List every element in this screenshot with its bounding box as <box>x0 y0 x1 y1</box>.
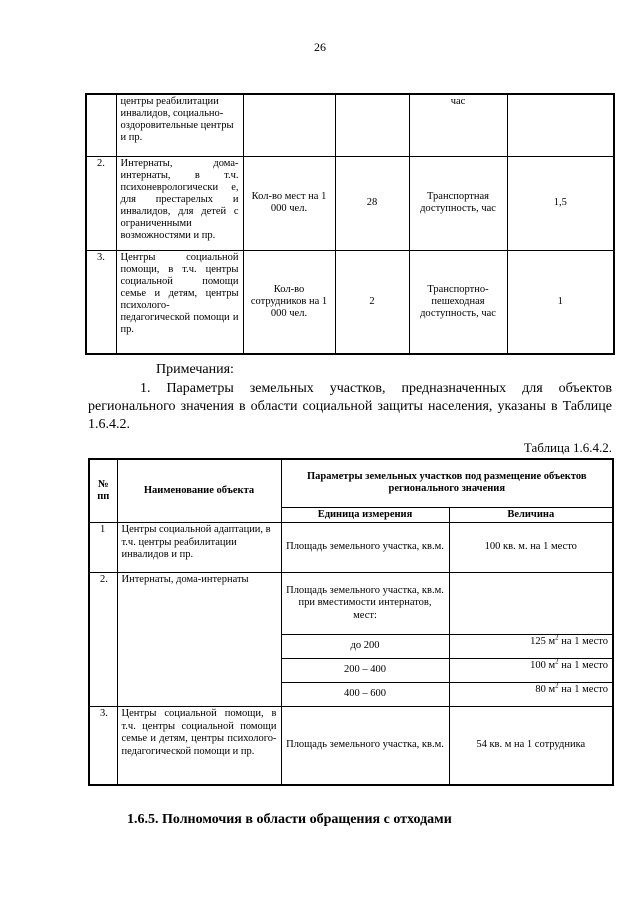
value-cell <box>449 659 613 683</box>
header-unit: Единица измерения <box>281 507 449 523</box>
land-parameters-table <box>88 458 614 786</box>
capacity-range-cell: 400 – 600 <box>281 683 449 707</box>
value-cell <box>449 635 613 659</box>
value-text: 125 м <box>530 636 556 647</box>
section-heading: 1.6.5. Полномочия в области обращения с отходами <box>127 812 452 827</box>
value-text: на 1 место <box>558 636 609 647</box>
facility-name: Центры социальной помощи, в т.ч. центры социальной помощи семье и детям, центры психолого-педагогической помощи и пр. <box>116 250 243 354</box>
unit-cell: Площадь земельного участка, кв.м. <box>281 707 449 785</box>
unit-cell: Кол-во сотрудников на 1 000 чел. <box>243 250 335 354</box>
header-name: Наименование объекта <box>117 459 281 523</box>
accessibility-value-cell: 1,5 <box>507 156 614 250</box>
row-number <box>86 94 116 156</box>
facility-name: Центры социальной адаптации, в т.ч. центры реабилитации инвалидов и пр. <box>117 523 281 573</box>
row-number: 3. <box>89 707 117 785</box>
accessibility-cell: Транспортно-пешеходная доступность, час <box>409 250 507 354</box>
value-cell <box>449 683 613 707</box>
table-row <box>89 573 613 635</box>
facility-name: центры реабилитации инвалидов, социально-оздоровительные центры и пр. <box>116 94 243 156</box>
table-row <box>86 250 614 354</box>
row-number: 2. <box>89 573 117 707</box>
accessibility-cell: час <box>409 94 507 156</box>
unit-cell <box>243 94 335 156</box>
unit-cell: Площадь земельного участка, кв.м. <box>281 523 449 573</box>
value-cell: 2 <box>335 250 409 354</box>
table-header-row <box>89 459 613 507</box>
value-text: 80 м <box>535 684 556 695</box>
facility-name: Интернаты, дома-интернаты <box>117 573 281 707</box>
accessibility-value-cell <box>507 94 614 156</box>
value-text: 100 м <box>530 660 556 671</box>
unit-superscript: 2 <box>555 681 559 690</box>
accessibility-cell: Транспортная доступность, час <box>409 156 507 250</box>
unit-superscript: 2 <box>555 633 559 642</box>
notes-text: 1. Параметры земельных участков, предназначенных для объектов регионального значения в области социальной защиты населения, указаны в Таблице 1.6.4.2. <box>88 381 612 432</box>
unit-cell: Кол-во мест на 1 000 чел. <box>243 156 335 250</box>
value-cell <box>449 573 613 635</box>
unit-cell: Площадь земельного участка, кв.м. при вместимости интернатов, мест: <box>281 573 449 635</box>
table-row <box>89 523 613 573</box>
value-cell <box>335 94 409 156</box>
value-text: на 1 место <box>558 660 609 671</box>
facility-name: Интернаты, дома-интернаты, в т.ч. психоневрологически е, для престарелых и инвалидов, для детей с ограниченными возможностями и пр. <box>116 156 243 250</box>
header-number: № пп <box>89 459 117 523</box>
unit-superscript: 2 <box>555 657 559 666</box>
row-number: 2. <box>86 156 116 250</box>
facilities-table-continuation <box>85 93 615 355</box>
header-value: Величина <box>449 507 613 523</box>
table-caption: Таблица 1.6.4.2. <box>523 440 612 455</box>
row-number: 1 <box>89 523 117 573</box>
row-number: 3. <box>86 250 116 354</box>
page-number: 26 <box>314 40 326 54</box>
capacity-range-cell: до 200 <box>281 635 449 659</box>
accessibility-value-cell: 1 <box>507 250 614 354</box>
value-cell: 28 <box>335 156 409 250</box>
table-row <box>86 94 614 156</box>
capacity-range-cell: 200 – 400 <box>281 659 449 683</box>
notes-title: Примечания: <box>156 362 234 377</box>
table-row <box>89 707 613 785</box>
table-row <box>86 156 614 250</box>
facility-name: Центры социальной помощи, в т.ч. центры социальной помощи семье и детям, центры психолого-педагогической помощи и пр. <box>117 707 281 785</box>
value-cell: 100 кв. м. на 1 место <box>449 523 613 573</box>
value-text: на 1 место <box>558 684 609 695</box>
header-params: Параметры земельных участков под размещение объектов регионального значения <box>281 459 613 507</box>
value-cell: 54 кв. м на 1 сотрудника <box>449 707 613 785</box>
